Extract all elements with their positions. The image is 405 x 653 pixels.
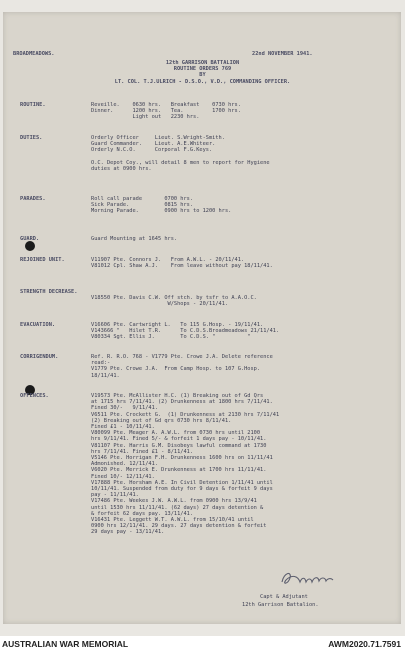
- section-body-duties: Orderly Officer Lieut. S.Wright-Smith. Guard Commander. Lieut. A.E.Whiteer. Orderly N.C.O. Corporal F.G.Keys. O.C. Depot Coy., will detail 8 men to report for Hygiene duties at 0900 hrs.: [91, 135, 270, 173]
- section-body-parades: Roll call parade 0700 hrs. Sick Parade. 0815 hrs. Morning Parade. 0900 hrs to 1200 hrs.: [91, 196, 232, 215]
- section-body-evacuation: V16606 Pte. Cartwright L. To 115 G.Hosp. - 19/11/41. V143666 " Hilet T.R. To C.D.S.Broadmeadows 21/11/41. V80334 Sgt. Ellis J. To C.D.S. " ": [91, 322, 280, 341]
- signature-unit: 12th Garrison Battalion.: [242, 602, 319, 608]
- section-label-duties: DUTIES.: [20, 135, 43, 141]
- punch-hole-top: [25, 241, 35, 251]
- section-label-strength: STRENGTH DECREASE.: [20, 289, 78, 295]
- archive-name: AUSTRALIAN WAR MEMORIAL: [2, 639, 129, 649]
- title-by: BY: [199, 72, 206, 78]
- section-label-rejoined: REJOINED UNIT.: [20, 257, 65, 263]
- title-unit: 12th GARRISON BATTALION: [165, 60, 240, 66]
- section-label-routine: ROUTINE.: [20, 102, 46, 108]
- section-body-corrigendum: Ref. R. R.O. 768 - V1779 Pte. Crowe J.A. Delete reference read:- V1779 Pte. Crowe J.A. From Camp Hosp. to 107 G.Hosp. 18/11/41.: [91, 354, 273, 379]
- archive-footer: [0, 636, 405, 653]
- handwritten-signature: [278, 568, 336, 590]
- section-label-offences: OFFENCES.: [20, 393, 49, 399]
- section-body-guard: Guard Mounting at 1645 hrs.: [91, 236, 178, 242]
- section-body-routine: Reveille. 0630 hrs. Breakfast 0730 hrs. Dinner. 1200 hrs. Tea. 1700 hrs. Light out 2230 hrs.: [91, 102, 241, 121]
- section-body-offences: V19573 Pte. McAllister H.C. (1) Breaking out of Gd Qrs at 1715 hrs 7/11/41. (2) Drunkenness at 1800 hrs 7/11/41. Fined 30/- 9/11/41. V6511 Pte. Crockett G. (1) Drunkenness at 2130 hrs 7/11/41 (2) Breaking out of Gd qrs 0730 hrs 8/11/41. Fined £1 - 10/11/41. V80099 Pte. Meager A. A.W.L. from 0730 hrs until 2100 hrs 9/11/41. Fined 5/- & forfeit 1 days pay - 10/11/41. V81107 Pte. Harris G.M. Disobeys lawful command at 1730 hrs 7/11/41. Fined £1 - 8/11/41. V5146 Pte. Horrigan F.H. Drunkenness 1600 hrs on 11/11/41 Admonished. 12/11/41. V6020 Pte. Merrick E. Drunkenness at 1700 hrs 11/11/41. Fined 10/- 12/11/41. V17888 Pte. Horsham A.E. In Civil Detention 1/11/41 until 10/11/41. Suspended from duty for 9 days & forfeit 9 days pay - 11/11/41. V17486 Pte. Weekes J.W. A.W.L. from 0900 hrs 13/9/41 until 1530 hrs 11/11/41. (62 days) 27 days detention & & forfeit 62 days pay. 13/11/41. V16431 Pte. Leggett W.T. A.W.L. from 15/10/41 until 0900 hrs 12/11/41. 29 days. 27 days detention & forfeit 29 days pay - 13/11/41.: [91, 393, 280, 536]
- title-commander: LT. COL. T.J.ULRICH - D.S.O., V.D., COMMANDING OFFICER.: [114, 79, 291, 85]
- header-date: 22nd NOVEMBER 1941.: [252, 51, 313, 57]
- section-label-guard: GUARD.: [20, 236, 40, 242]
- section-label-corrigendum: CORRIGENDUM.: [20, 354, 59, 360]
- archive-reference: AWM2020.71.7591: [328, 639, 401, 649]
- header-location: BROADMEADOWS.: [13, 51, 55, 57]
- section-body-strength: V18550 Pte. Davis C.W. Off stch. by tsfr to A.A.O.C. W/Shops - 20/11/41.: [91, 295, 257, 308]
- section-body-rejoined: V11907 Pte. Connors J. From A.W.L. - 20/11/41. V81012 Cpl. Shaw A.J. From leave without pay 18/11/41.: [91, 257, 273, 270]
- title-orders: ROUTINE ORDERS 769: [173, 66, 232, 72]
- signature-title: Capt & Adjutant: [260, 594, 308, 600]
- section-label-parades: PARADES.: [20, 196, 46, 202]
- section-label-evacuation: EVACUATION.: [20, 322, 56, 328]
